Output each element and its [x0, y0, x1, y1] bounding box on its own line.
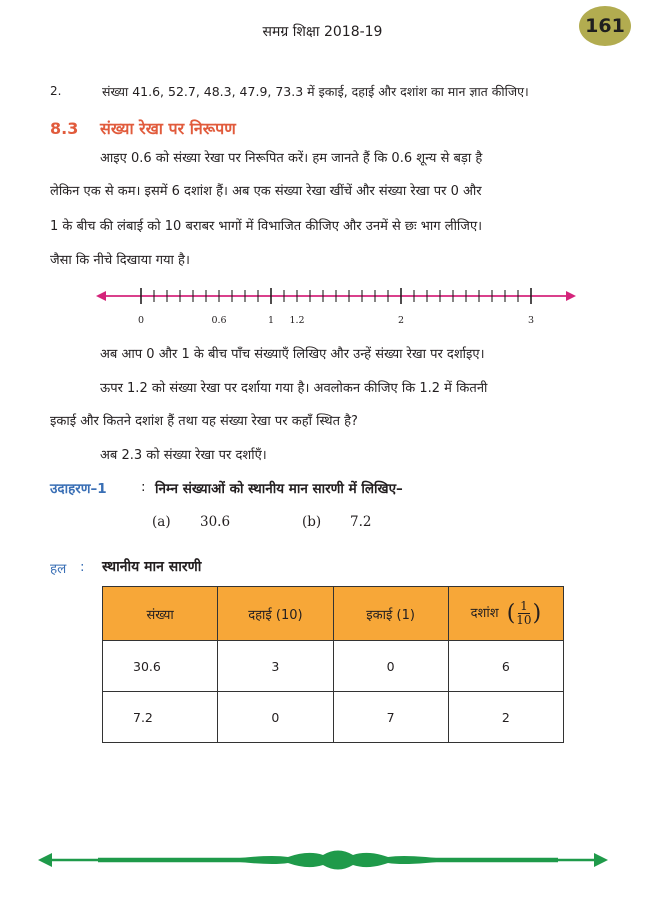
table-cell: 30.6: [103, 641, 218, 692]
section-title: संख्या रेखा पर निरूपण: [100, 119, 236, 138]
table-header-row: [103, 587, 564, 641]
paragraph-line: ऊपर 1.2 को संख्या रेखा पर दर्शाया गया है। अवलोकन कीजिए कि 1.2 में कितनी: [100, 381, 488, 396]
header-title: समग्र शिक्षा 2018-19: [262, 24, 383, 40]
paragraph-line: अब 2.3 को संख्या रेखा पर दर्शाएँ।: [100, 448, 267, 463]
table-cell: 0: [218, 692, 333, 743]
table-row: [103, 641, 564, 692]
paragraph-line: लेकिन एक से कम। इसमें 6 दशांश हैं। अब एक संख्या रेखा खींचें और संख्या रेखा पर 0 और: [50, 184, 482, 199]
option-b-key: (b): [302, 514, 322, 530]
solution-label: हल: [50, 561, 67, 577]
option-b-value: 7.2: [350, 514, 372, 530]
table-cell: 6: [448, 641, 563, 692]
header-tenths-label: दशांश: [470, 606, 499, 621]
tick-label-0-6: 0.6: [211, 315, 227, 326]
solution-title: स्थानीय मान सारणी: [102, 559, 202, 575]
header-tenths: [448, 587, 563, 641]
table-cell: 7.2: [103, 692, 218, 743]
tick-label-3: 3: [527, 315, 535, 326]
question-number: 2.: [50, 84, 62, 98]
header-number: संख्या: [103, 587, 218, 641]
header-ones: इकाई (1): [333, 587, 448, 641]
arrow-right-icon: [566, 291, 576, 301]
table-row: [103, 692, 564, 743]
number-line: [96, 284, 576, 330]
solution-colon: :: [80, 559, 85, 575]
paragraph-line: इकाई और कितने दशांश हैं तथा यह संख्या रेखा पर कहाँ स्थित है?: [50, 414, 358, 429]
fraction-one-tenth: ( $\frac{1}{10}$ ): [506, 599, 542, 627]
page-number-badge: 161: [579, 6, 631, 46]
paragraph-line: आइए 0.6 को संख्या रेखा पर निरूपित करें। हम जानते हैं कि 0.6 शून्य से बड़ा है: [100, 151, 483, 166]
tick-label-0: 0: [137, 315, 145, 326]
table-cell: 0: [333, 641, 448, 692]
header-tens: दहाई (10): [218, 587, 333, 641]
question-text: संख्या 41.6, 52.7, 48.3, 47.9, 73.3 में इकाई, दहाई और दशांश का मान ज्ञात कीजिए।: [102, 84, 529, 99]
table-cell: 2: [448, 692, 563, 743]
fraction-denominator: 10: [516, 613, 532, 627]
table-cell: 3: [218, 641, 333, 692]
paragraph-line: अब आप 0 और 1 के बीच पाँच संख्याएँ लिखिए और उन्हें संख्या रेखा पर दर्शाइए।: [100, 347, 485, 362]
tick-label-1-2: 1.2: [289, 315, 305, 326]
place-value-table: [102, 586, 564, 743]
table-cell: 7: [333, 692, 448, 743]
arrow-left-icon: [96, 291, 106, 301]
example-text: निम्न संख्याओं को स्थानीय मान सारणी में लिखिए–: [155, 481, 403, 497]
footer-ornament: [38, 842, 608, 878]
paragraph-line: 1 के बीच की लंबाई को 10 बराबर भागों में विभाजित कीजिए और उनमें से छः भाग लीजिए।: [50, 219, 483, 234]
example-colon: :: [141, 479, 146, 495]
section-number: 8.3: [50, 119, 79, 138]
tick-label-2: 2: [397, 315, 405, 326]
example-label: उदाहरण–1: [50, 481, 107, 497]
tick-label-1: 1: [267, 315, 275, 326]
option-a-key: (a): [152, 514, 171, 530]
option-a-value: 30.6: [200, 514, 231, 530]
paragraph-line: जैसा कि नीचे दिखाया गया है।: [50, 253, 190, 268]
fraction-numerator: 1: [520, 599, 528, 613]
